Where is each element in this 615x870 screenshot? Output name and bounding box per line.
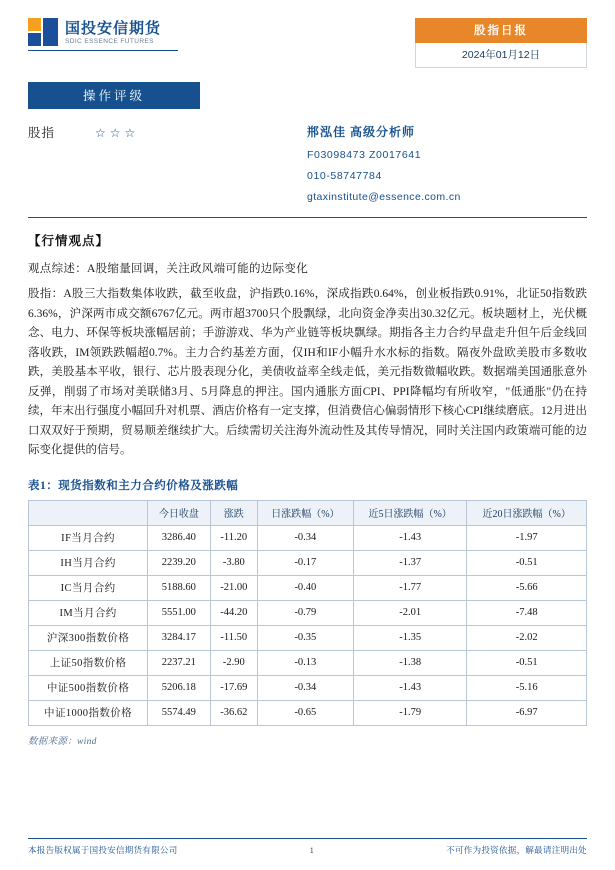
- page-footer: [28, 838, 587, 856]
- cell-change-5d: -1.77: [353, 575, 467, 600]
- analyst-block: [307, 123, 587, 203]
- view-body-text: 股指：A股三大指数集体收跌，截至收盘，沪指跌0.16%，深成指跌0.64%，创业板指跌0.91%，北证50指数跌6.36%，沪深两市成交额6767亿元。两市超3700只个股飘绿，北向资金净卖出30.32亿元。板块题材上，光伏概念、电力、环保等板块涨幅居前；手游游戏、华为产业链等板块飘绿。期指各主力合约早盘走升但午后金线回落收跌，IM领跌跌幅超0.7%。主力合约基差方面，仅IH和IF小幅升水水标的指数。隔夜外盘欧美股市多数收跌，美股基本平收，银行、芯片股表现分化，美债收益率全线走低，美元指数微幅收跌。数据端美国通胀意外反弹，削弱了市场对美联储3月、5月降息的押注。国内通胀方面CPI、PPI降幅均有所收窄，"低通胀"仍在持续，年末出行强度小幅回升对机票、酒店价格有一定支撑，但消费信心偏弱情形下核心CPI继续磨底。12月进出口双双好于预期，贸易顺差继续扩大。后续需切关注海外流动性及其传导情况，同时关注国内政策端可能的边际变化提供的信号。: [28, 288, 587, 456]
- row-label: 中证500指数价格: [29, 675, 148, 700]
- cell-change-5d: -2.01: [353, 600, 467, 625]
- table-row: [29, 600, 587, 625]
- cell-change-pct: -0.35: [257, 625, 353, 650]
- cell-close: 5551.00: [148, 600, 211, 625]
- cell-change: -2.90: [210, 650, 257, 675]
- report-type-title: 股指日报: [415, 18, 587, 43]
- company-logo-icon: [28, 18, 58, 48]
- rating-block: [28, 123, 139, 203]
- row-label: IC当月合约: [29, 575, 148, 600]
- analyst-email[interactable]: gtaxinstitute@essence.com.cn: [307, 191, 461, 203]
- cell-change-20d: -6.97: [467, 700, 587, 725]
- cell-change: -17.69: [210, 675, 257, 700]
- table-row: [29, 700, 587, 725]
- row-label: IM当月合约: [29, 600, 148, 625]
- cell-change-20d: -7.48: [467, 600, 587, 625]
- cell-close: 2239.20: [148, 550, 211, 575]
- cell-change-5d: -1.79: [353, 700, 467, 725]
- cell-change: -44.20: [210, 600, 257, 625]
- header-divider: [28, 217, 587, 218]
- cell-change-20d: -5.16: [467, 675, 587, 700]
- page-header: [28, 0, 587, 68]
- table-row: [29, 625, 587, 650]
- row-label: 上证50指数价格: [29, 650, 148, 675]
- cell-change-pct: -0.40: [257, 575, 353, 600]
- cell-change-5d: -1.43: [353, 525, 467, 550]
- cell-change-pct: -0.13: [257, 650, 353, 675]
- section-title-market-view: 【行情观点】: [28, 234, 110, 248]
- operation-rating-band: 操作评级: [28, 82, 200, 109]
- cell-change-pct: -0.17: [257, 550, 353, 575]
- table-source: 数据来源：wind: [28, 736, 97, 747]
- table-col-header: [29, 500, 148, 525]
- table-row: [29, 525, 587, 550]
- row-label: IH当月合约: [29, 550, 148, 575]
- index-price-table: [28, 500, 587, 726]
- table-col-header: 涨跌: [210, 500, 257, 525]
- table-row: [29, 575, 587, 600]
- row-label: 中证1000指数价格: [29, 700, 148, 725]
- cell-close: 3284.17: [148, 625, 211, 650]
- table-row: [29, 550, 587, 575]
- cell-change: -21.00: [210, 575, 257, 600]
- company-name-cn: 国投安信期货: [65, 20, 162, 37]
- cell-change-20d: -0.51: [467, 650, 587, 675]
- report-date: 2024年01月12日: [415, 43, 587, 68]
- table-title: 表1：现货指数和主力合约价格及涨跌幅: [28, 479, 239, 492]
- footer-disclaimer: 不可作为投资依据，解最请注明出处: [446, 845, 587, 855]
- cell-change-5d: -1.37: [353, 550, 467, 575]
- table-row: [29, 675, 587, 700]
- cell-change-pct: -0.79: [257, 600, 353, 625]
- cell-change-5d: -1.35: [353, 625, 467, 650]
- cell-change: -11.50: [210, 625, 257, 650]
- row-label: IF当月合约: [29, 525, 148, 550]
- company-logo-block: [28, 18, 178, 51]
- cell-close: 5206.18: [148, 675, 211, 700]
- table-col-header: 近20日涨跌幅（%）: [467, 500, 587, 525]
- table-col-header: 今日收盘: [148, 500, 211, 525]
- cell-change-5d: -1.38: [353, 650, 467, 675]
- view-summary: 观点综述：A股缩量回调，关注政风端可能的边际变化: [28, 263, 309, 275]
- rating-stars: ☆☆☆: [95, 126, 140, 140]
- cell-change-pct: -0.65: [257, 700, 353, 725]
- logo-underline: [28, 50, 178, 51]
- cell-change-20d: -2.02: [467, 625, 587, 650]
- analyst-name: 郱泓佳 高级分析师: [307, 125, 416, 139]
- table-row: [29, 650, 587, 675]
- report-badge: [415, 18, 587, 68]
- footer-copyright: 本报告版权属于国投安信期货有限公司: [28, 845, 178, 855]
- footer-divider: [28, 838, 587, 839]
- table-col-header: 近5日涨跌幅（%）: [353, 500, 467, 525]
- cell-change-5d: -1.43: [353, 675, 467, 700]
- cell-change: -3.80: [210, 550, 257, 575]
- table-col-header: 日涨跌幅（%）: [257, 500, 353, 525]
- cell-change: -11.20: [210, 525, 257, 550]
- cell-close: 3286.40: [148, 525, 211, 550]
- analyst-certificate: F03098473 Z0017641: [307, 149, 422, 161]
- cell-close: 5188.60: [148, 575, 211, 600]
- cell-change-pct: -0.34: [257, 525, 353, 550]
- cell-close: 2237.21: [148, 650, 211, 675]
- rating-analyst-row: [28, 123, 587, 203]
- company-name-en: SDIC ESSENCE FUTURES: [65, 38, 154, 45]
- cell-change: -36.62: [210, 700, 257, 725]
- table-header-row: [29, 500, 587, 525]
- rating-label: 股指: [28, 126, 56, 140]
- page-number: 1: [309, 845, 315, 855]
- cell-close: 5574.49: [148, 700, 211, 725]
- cell-change-pct: -0.34: [257, 675, 353, 700]
- analyst-phone: 010-58747784: [307, 170, 382, 182]
- cell-change-20d: -5.66: [467, 575, 587, 600]
- cell-change-20d: -0.51: [467, 550, 587, 575]
- row-label: 沪深300指数价格: [29, 625, 148, 650]
- cell-change-20d: -1.97: [467, 525, 587, 550]
